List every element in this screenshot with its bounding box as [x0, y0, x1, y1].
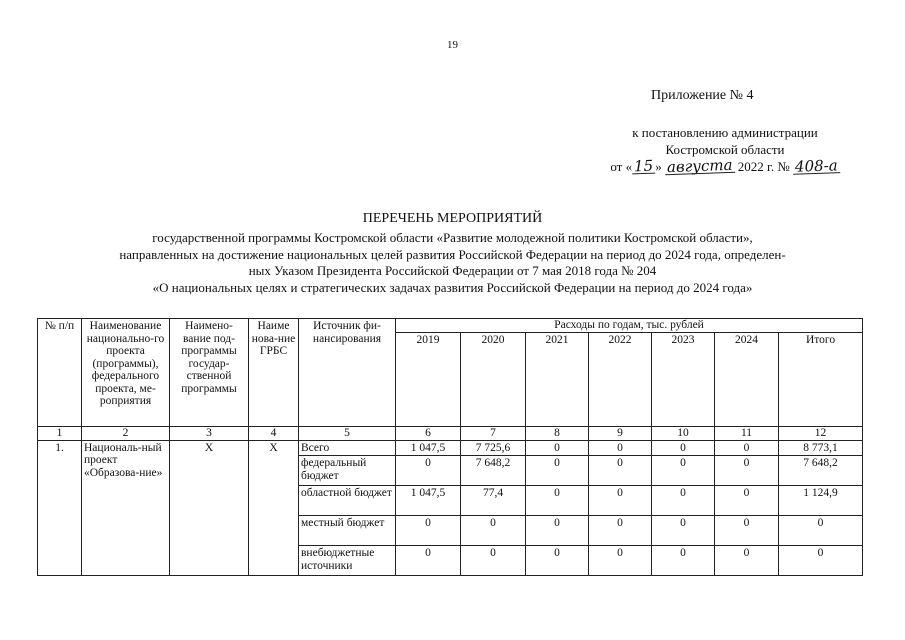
column-index: 12 — [779, 427, 863, 441]
row-value: 0 — [715, 440, 779, 456]
date-prefix: от « — [610, 159, 633, 174]
row-value: 0 — [715, 456, 779, 486]
header-year: 2024 — [715, 332, 779, 427]
row-value: 7 725,6 — [461, 440, 526, 456]
row-value: 0 — [715, 486, 779, 516]
date-mid: » — [655, 159, 662, 174]
item-name: Националь-ный проект «Образова-ние» — [82, 440, 170, 576]
row-source: Всего — [299, 440, 396, 456]
row-value: 0 — [652, 516, 715, 546]
column-index: 8 — [526, 427, 589, 441]
document-title: ПЕРЕЧЕНЬ МЕРОПРИЯТИЙ — [362, 211, 543, 226]
subtitle-line: «О национальных целях и стратегических задачах развития Российской Федерации на период до 2024 года» — [152, 279, 753, 295]
header-year: 2019 — [396, 332, 461, 427]
row-value: 0 — [589, 546, 652, 576]
row-value: 0 — [589, 516, 652, 546]
row-value: 77,4 — [461, 486, 526, 516]
row-value: 0 — [652, 546, 715, 576]
row-value: 1 047,5 — [396, 486, 461, 516]
row-value: 0 — [652, 456, 715, 486]
header-num: № п/п — [38, 319, 82, 427]
subtitle-line: ных Указом Президента Российской Федерации от 7 мая 2018 года № 204 — [248, 263, 657, 278]
measures-table — [37, 318, 863, 576]
handwritten-month: августа — [666, 155, 733, 177]
row-value: 0 — [589, 486, 652, 516]
header-year: 2022 — [589, 332, 652, 427]
column-index: 9 — [589, 427, 652, 441]
header-subprogram: Наимено-вание под-программы государ-ственной программы — [170, 319, 249, 427]
row-value: 0 — [589, 440, 652, 456]
column-index: 2 — [82, 427, 170, 441]
row-value: 0 — [461, 516, 526, 546]
row-value: 0 — [396, 456, 461, 486]
row-value: 0 — [526, 546, 589, 576]
column-index: 1 — [38, 427, 82, 441]
decree-line-1: к постановлению администрации — [632, 125, 818, 140]
row-total: 0 — [779, 516, 863, 546]
row-value: 0 — [589, 456, 652, 486]
header-expenses: Расходы по годам, тыс. рублей — [396, 319, 863, 333]
header-grbs: Наиме нова-ние ГРБС — [249, 319, 299, 427]
item-num: 1. — [38, 440, 82, 576]
row-value: 0 — [652, 440, 715, 456]
handwritten-number: 408-а — [794, 156, 838, 176]
column-index: 7 — [461, 427, 526, 441]
subtitle-line: государственной программы Костромской области «Развитие молодежной политики Костромской области», — [152, 230, 753, 245]
header-year: 2023 — [652, 332, 715, 427]
row-value: 0 — [526, 440, 589, 456]
page-number: 19 — [447, 39, 458, 51]
column-index: 10 — [652, 427, 715, 441]
row-total: 0 — [779, 546, 863, 576]
decree-date-line — [560, 155, 890, 177]
header-year: 2021 — [526, 332, 589, 427]
item-subprogram: Х — [170, 440, 249, 576]
column-index-row — [38, 427, 863, 441]
header-total: Итого — [779, 332, 863, 427]
handwritten-day: 15 — [633, 156, 654, 176]
row-value: 0 — [715, 546, 779, 576]
subtitle-line: направленных на достижение национальных целей развития Российской Федерации на период до 2024 года, определен- — [119, 246, 786, 262]
header-source: Источник фи-нансирования — [299, 319, 396, 427]
document-subtitle — [30, 230, 875, 296]
row-source: областной бюджет — [299, 486, 396, 516]
column-index: 4 — [249, 427, 299, 441]
row-source: федеральный бюджет — [299, 456, 396, 486]
row-source: местный бюджет — [299, 516, 396, 546]
decree-reference — [560, 124, 890, 175]
row-value: 0 — [715, 516, 779, 546]
header-row — [38, 319, 863, 333]
row-value: 1 047,5 — [396, 440, 461, 456]
row-total: 7 648,2 — [779, 456, 863, 486]
row-value: 0 — [396, 546, 461, 576]
row-value: 0 — [461, 546, 526, 576]
row-total: 1 124,9 — [779, 486, 863, 516]
decree-year: 2022 г. № — [737, 159, 790, 174]
row-value: 0 — [526, 486, 589, 516]
appendix-title: Приложение № 4 — [651, 88, 754, 103]
decree-line-2: Костромской области — [665, 142, 785, 157]
column-index: 6 — [396, 427, 461, 441]
item-grbs: Х — [249, 440, 299, 576]
column-index: 5 — [299, 427, 396, 441]
row-value: 0 — [652, 486, 715, 516]
column-index: 3 — [170, 427, 249, 441]
column-index: 11 — [715, 427, 779, 441]
header-name: Наименование национально-го проекта (программы), федерального проекта, ме-роприятия — [82, 319, 170, 427]
row-value: 0 — [396, 516, 461, 546]
row-source: внебюджетные источники — [299, 546, 396, 576]
row-total: 8 773,1 — [779, 440, 863, 456]
row-value: 0 — [526, 516, 589, 546]
table-row — [38, 440, 863, 456]
header-year: 2020 — [461, 332, 526, 427]
row-value: 7 648,2 — [461, 456, 526, 486]
row-value: 0 — [526, 456, 589, 486]
